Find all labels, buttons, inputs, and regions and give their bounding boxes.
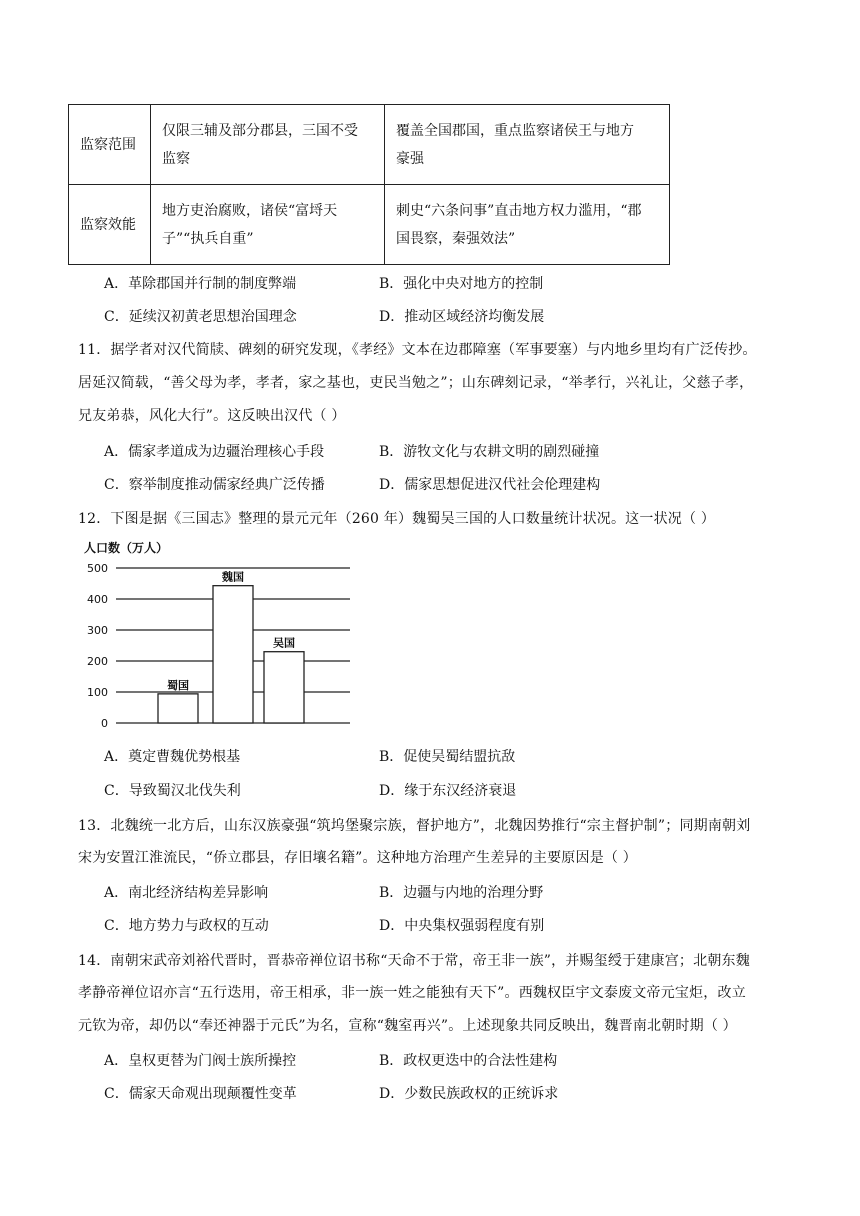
bar-label: 魏国 bbox=[222, 570, 244, 584]
y-tick-label: 500 bbox=[87, 562, 108, 575]
q14-stem-line: 14．南朝宋武帝刘裕代晋时，晋恭帝禅位诏书称“天命不于常，帝王非一族”，并赐玺绶于建康宫；北朝东魏 bbox=[78, 953, 750, 969]
bar-label: 蜀国 bbox=[167, 678, 189, 692]
q10-option-c[interactable]: C．延续汉初黄老思想治国理念 bbox=[104, 309, 297, 325]
cell-line: 监察 bbox=[162, 150, 190, 167]
y-axis-label: 人口数（万人） bbox=[84, 541, 169, 555]
bar-label: 吴国 bbox=[273, 636, 295, 650]
table-cell bbox=[385, 105, 670, 185]
bars bbox=[158, 586, 304, 723]
q13-option-a[interactable]: A．南北经济结构差异影响 bbox=[104, 885, 269, 901]
q13-option-d[interactable]: D．中央集权强弱程度有别 bbox=[379, 918, 545, 934]
comparison-table bbox=[68, 104, 670, 265]
cell-line: 国畏察，秦强效法” bbox=[396, 230, 516, 247]
q14-stem-line: 元钦为帝，却仍以“奉还神器于元氏”为名，宣称“魏室再兴”。上述现象共同反映出，魏晋南北朝时期（ ） bbox=[78, 1018, 737, 1034]
q11-stem-line: 兄友弟恭，风化大行”。这反映出汉代（ ） bbox=[78, 408, 346, 424]
cell-line: 刺史“六条问事”直击地方权力滥用，“郡 bbox=[396, 202, 642, 219]
q14-option-c[interactable]: C．儒家天命观出现颠覆性变革 bbox=[104, 1086, 297, 1102]
q10-option-b[interactable]: B．强化中央对地方的控制 bbox=[379, 276, 544, 292]
y-tick-label: 0 bbox=[101, 717, 108, 730]
q14-option-d[interactable]: D．少数民族政权的正统诉求 bbox=[379, 1086, 559, 1102]
q11-option-c[interactable]: C．察举制度推动儒家经典广泛传播 bbox=[104, 477, 325, 493]
y-tick-label: 300 bbox=[87, 624, 108, 637]
q13-stem-line: 13．北魏统一北方后，山东汉族豪强“筑坞堡聚宗族，督护地方”，北魏因势推行“宗主督护制”；同期南朝刘 bbox=[78, 818, 751, 834]
q11-option-a[interactable]: A．儒家孝道成为边疆治理核心手段 bbox=[104, 444, 325, 460]
q12-option-d[interactable]: D．缘于东汉经济衰退 bbox=[379, 783, 517, 799]
cell-line: 子”“执兵自重” bbox=[162, 230, 254, 247]
q11-stem-line: 居延汉简载，“善父母为孝，孝者，家之基也，吏民当勉之”；山东碑刻记录，“举孝行，兴礼让，父慈子孝， bbox=[78, 375, 754, 391]
q13-option-b[interactable]: B．边疆与内地的治理分野 bbox=[379, 885, 544, 901]
q13-stem-line: 宋为安置江淮流民，“侨立郡县，存旧壤名籍”。这种地方治理产生差异的主要原因是（ ） bbox=[78, 850, 637, 866]
table-cell bbox=[151, 185, 385, 265]
y-tick-label: 200 bbox=[87, 655, 108, 668]
population-bar-chart bbox=[78, 536, 368, 736]
cell-line: 仅限三辅及部分郡县，三国不受 bbox=[162, 122, 358, 139]
q12-stem-line: 12．下图是据《三国志》整理的景元元年（260 年）魏蜀吴三国的人口数量统计状况。这一状况（ ） bbox=[78, 511, 716, 527]
q12-option-b[interactable]: B．促使吴蜀结盟抗敌 bbox=[379, 749, 516, 765]
q11-stem-line: 11．据学者对汉代简牍、碑刻的研究发现，《孝经》文本在边郡障塞（军事要塞）与内地乡里均有广泛传抄。 bbox=[78, 342, 757, 358]
y-tick-labels bbox=[87, 562, 108, 730]
table-cell bbox=[151, 105, 385, 185]
bar bbox=[213, 586, 253, 723]
q14-stem-line: 孝静帝禅位诏亦言“五行迭用，帝王相承，非一族一姓之能独有天下”。西魏权臣宇文泰废文帝元宝炬，改立 bbox=[78, 985, 746, 1001]
cell-line: 豪强 bbox=[396, 150, 424, 167]
row-label: 监察范围 bbox=[69, 105, 151, 185]
table-row bbox=[69, 185, 670, 265]
q11-option-b[interactable]: B．游牧文化与农耕文明的剧烈碰撞 bbox=[379, 444, 600, 460]
q10-option-a[interactable]: A．革除郡国并行制的制度弊端 bbox=[104, 276, 297, 292]
table-cell bbox=[385, 185, 670, 265]
q12-option-a[interactable]: A．奠定曹魏优势根基 bbox=[104, 749, 241, 765]
bar bbox=[264, 652, 304, 723]
cell-line: 地方吏治腐败，诸侯“富埒天 bbox=[162, 202, 338, 219]
q10-option-d[interactable]: D．推动区域经济均衡发展 bbox=[379, 309, 545, 325]
q14-option-b[interactable]: B．政权更迭中的合法性建构 bbox=[379, 1053, 558, 1069]
q11-option-d[interactable]: D．儒家思想促进汉代社会伦理建构 bbox=[379, 477, 601, 493]
q14-option-a[interactable]: A．皇权更替为门阀士族所操控 bbox=[104, 1053, 297, 1069]
q13-option-c[interactable]: C．地方势力与政权的互动 bbox=[104, 918, 269, 934]
table-row bbox=[69, 105, 670, 185]
y-tick-label: 100 bbox=[87, 686, 108, 699]
bar bbox=[158, 694, 198, 723]
row-label: 监察效能 bbox=[69, 185, 151, 265]
y-tick-label: 400 bbox=[87, 593, 108, 606]
q12-option-c[interactable]: C．导致蜀汉北伐失利 bbox=[104, 783, 241, 799]
cell-line: 覆盖全国郡国，重点监察诸侯王与地方 bbox=[396, 122, 634, 139]
